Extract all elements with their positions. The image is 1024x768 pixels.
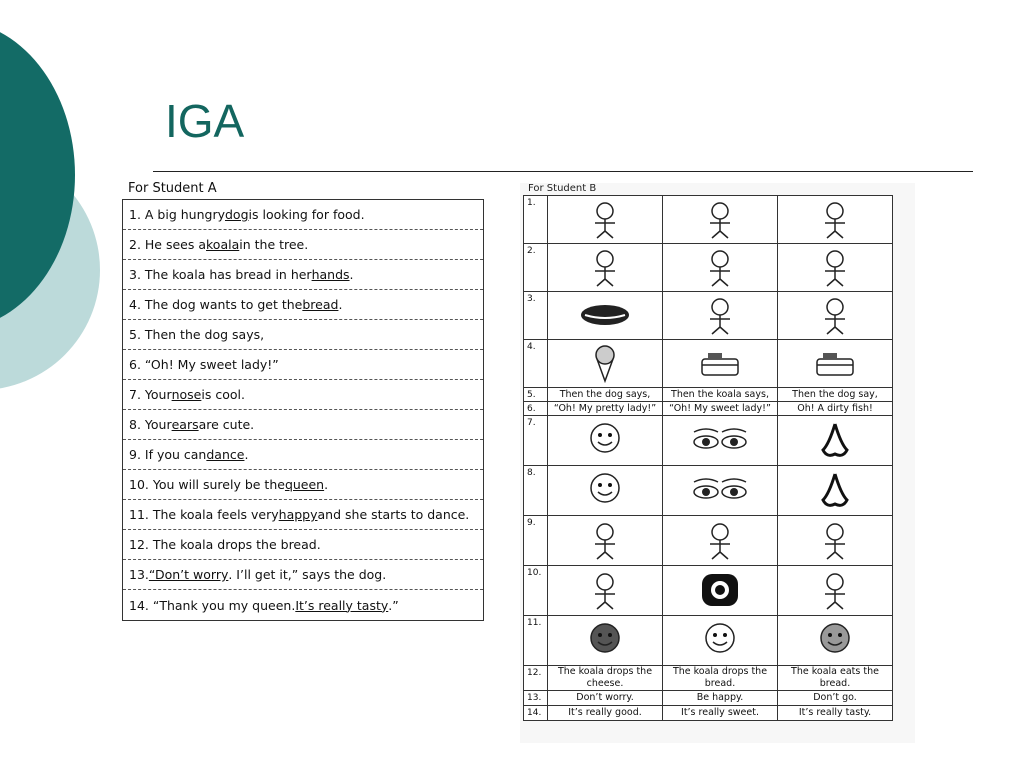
smiling-face-picture-icon (575, 619, 635, 661)
girl-dancing-picture-icon (690, 519, 750, 561)
picture-cell (778, 616, 893, 666)
clown-picture-icon (805, 569, 865, 611)
slide-title: IGA (165, 95, 245, 147)
sentence-text: 3. The koala has bread in her (129, 267, 312, 282)
text-cell: Then the dog says, (548, 388, 663, 402)
picture-row (524, 244, 893, 292)
student-a-sentence-row (123, 290, 483, 320)
picture-cell (663, 466, 778, 516)
underlined-word: bread (302, 297, 339, 312)
picture-cell (548, 244, 663, 292)
student-a-sentence-row (123, 410, 483, 440)
underlined-word: nose (171, 387, 202, 402)
sentence-text: 14. “Thank you my queen. (129, 597, 296, 613)
sentence-text: . I’ll get it,” says the dog. (228, 567, 387, 582)
sentence-text: 9. If you can (129, 447, 207, 462)
text-cell: Be happy. (663, 690, 778, 705)
text-cell: Don’t go. (778, 690, 893, 705)
sentence-text: 7. Your (129, 387, 172, 402)
picture-cell (663, 292, 778, 340)
underlined-word: It’s really tasty (295, 597, 389, 613)
picture-cell (778, 244, 893, 292)
sentence-text: 8. Your (129, 417, 172, 432)
text-cell: The koala drops the bread. (663, 666, 778, 691)
bear-holding-sign-picture-icon (805, 247, 865, 287)
picture-cell (548, 566, 663, 616)
picture-cell (663, 244, 778, 292)
cake-picture-icon (690, 343, 750, 383)
text-row (524, 402, 893, 416)
sentence-text: 10. You will surely be the (129, 477, 285, 492)
picture-cell (778, 292, 893, 340)
student-a-sentence-table (122, 199, 484, 621)
dog-picture-icon (575, 199, 635, 239)
student-a-sentence-row (123, 320, 483, 350)
sentence-text: is looking for food. (248, 207, 365, 222)
picture-row (524, 466, 893, 516)
student-a-sentence-row (123, 590, 483, 620)
picture-cell (663, 340, 778, 388)
eyes-picture-icon (690, 469, 750, 511)
underlined-word: dance (206, 447, 245, 462)
row-number: 8. (524, 466, 548, 516)
bird-picture-icon (690, 199, 750, 239)
picture-cell (548, 340, 663, 388)
text-cell: It’s really sweet. (663, 705, 778, 720)
koala-picture-icon (690, 247, 750, 287)
underlined-word: happy (278, 507, 318, 522)
underlined-word: “Don’t worry (148, 567, 229, 582)
eyes-picture-icon (690, 419, 750, 461)
title-divider (153, 171, 973, 172)
black-badge-picture-icon (690, 569, 750, 611)
picture-cell (548, 292, 663, 340)
picture-cell (778, 416, 893, 466)
row-number: 1. (524, 196, 548, 244)
sentence-text: 1. A big hungry (129, 207, 225, 222)
student-a-sentence-row (123, 470, 483, 500)
underlined-word: dog (224, 207, 249, 222)
text-row (524, 690, 893, 705)
picture-cell (548, 516, 663, 566)
picture-cell (548, 196, 663, 244)
sentence-text: and she starts to dance. (317, 507, 470, 522)
student-a-label: For Student A (128, 181, 217, 196)
row-number: 14. (524, 705, 548, 720)
text-cell: “Oh! My sweet lady!” (663, 402, 778, 416)
face-with-ears-picture-icon (575, 419, 635, 461)
student-a-sentence-row (123, 350, 483, 380)
picture-row (524, 416, 893, 466)
sentence-text: is cool. (201, 387, 245, 402)
picture-row (524, 340, 893, 388)
sentence-text: . (324, 477, 329, 492)
picture-cell (548, 466, 663, 516)
picture-row (524, 616, 893, 666)
student-a-sentence-row (123, 560, 483, 590)
picture-row (524, 196, 893, 244)
sentence-text: 11. The koala feels very (129, 507, 279, 522)
text-row (524, 388, 893, 402)
sheep-picture-icon (575, 247, 635, 287)
text-cell: The koala eats the bread. (778, 666, 893, 691)
picture-cell (663, 566, 778, 616)
picture-cell (778, 516, 893, 566)
text-cell: Oh! A dirty fish! (778, 402, 893, 416)
underlined-word: hands (311, 267, 350, 282)
girl-sitting-picture-icon (805, 519, 865, 561)
sentence-text: in the tree. (239, 237, 309, 252)
picture-row (524, 292, 893, 340)
bread-picture-icon (805, 343, 865, 383)
student-b-picture-table (523, 195, 893, 721)
sentence-text: .” (388, 597, 399, 613)
sentence-text: 5. Then the dog says, (129, 327, 265, 342)
sentence-text: are cute. (198, 417, 255, 432)
picture-cell (778, 340, 893, 388)
sentence-text: . (244, 447, 249, 462)
hand-picture-icon (690, 295, 750, 335)
student-b-label: For Student B (528, 183, 597, 194)
ice-cream-picture-icon (575, 343, 635, 383)
text-cell: Don’t worry. (548, 690, 663, 705)
sentence-text: 12. The koala drops the bread. (129, 537, 321, 552)
text-row (524, 666, 893, 691)
text-cell: Then the koala says, (663, 388, 778, 402)
nose-picture-icon (805, 469, 865, 511)
row-number: 7. (524, 416, 548, 466)
row-number: 12. (524, 666, 548, 691)
sentence-text: . (338, 297, 343, 312)
picture-cell (663, 196, 778, 244)
row-number: 5. (524, 388, 548, 402)
row-number: 6. (524, 402, 548, 416)
picture-cell (663, 416, 778, 466)
student-a-sentence-row (123, 260, 483, 290)
picture-cell (778, 196, 893, 244)
student-a-sentence-row (123, 200, 483, 230)
sentence-text: 6. “Oh! My sweet lady!” (129, 357, 279, 372)
sentence-text: 4. The dog wants to get the (129, 297, 303, 312)
text-cell: Then the dog say, (778, 388, 893, 402)
text-row (524, 705, 893, 720)
row-number: 2. (524, 244, 548, 292)
hands-picture-icon (805, 295, 865, 335)
picture-cell (548, 616, 663, 666)
row-number: 11. (524, 616, 548, 666)
picture-cell (663, 516, 778, 566)
row-number: 9. (524, 516, 548, 566)
picture-cell (548, 416, 663, 466)
underlined-word: queen (284, 477, 325, 492)
picture-cell (778, 566, 893, 616)
cat-at-desk-picture-icon (805, 199, 865, 239)
picture-row (524, 566, 893, 616)
picture-row (524, 516, 893, 566)
underlined-word: koala (206, 237, 240, 252)
picture-cell (663, 616, 778, 666)
sentence-text: 13. (129, 567, 149, 582)
face-with-ears-picture-icon (575, 469, 635, 511)
boy-singing-picture-icon (575, 519, 635, 561)
text-cell: It’s really good. (548, 705, 663, 720)
sentence-text: 2. He sees a (129, 237, 207, 252)
student-a-sentence-row (123, 530, 483, 560)
balloon-face-picture-icon (805, 619, 865, 661)
student-a-sentence-row (123, 500, 483, 530)
underlined-word: ears (171, 417, 199, 432)
nose-picture-icon (805, 419, 865, 461)
row-number: 10. (524, 566, 548, 616)
row-number: 4. (524, 340, 548, 388)
mouth-picture-icon (575, 295, 635, 335)
text-cell: “Oh! My pretty lady!” (548, 402, 663, 416)
text-cell: The koala drops the cheese. (548, 666, 663, 691)
row-number: 3. (524, 292, 548, 340)
queen-picture-icon (575, 569, 635, 611)
student-a-sentence-row (123, 440, 483, 470)
student-a-sentence-row (123, 380, 483, 410)
picture-cell (778, 466, 893, 516)
happy-face-picture-icon (690, 619, 750, 661)
student-a-sentence-row (123, 230, 483, 260)
row-number: 13. (524, 690, 548, 705)
text-cell: It’s really tasty. (778, 705, 893, 720)
sentence-text: . (349, 267, 354, 282)
